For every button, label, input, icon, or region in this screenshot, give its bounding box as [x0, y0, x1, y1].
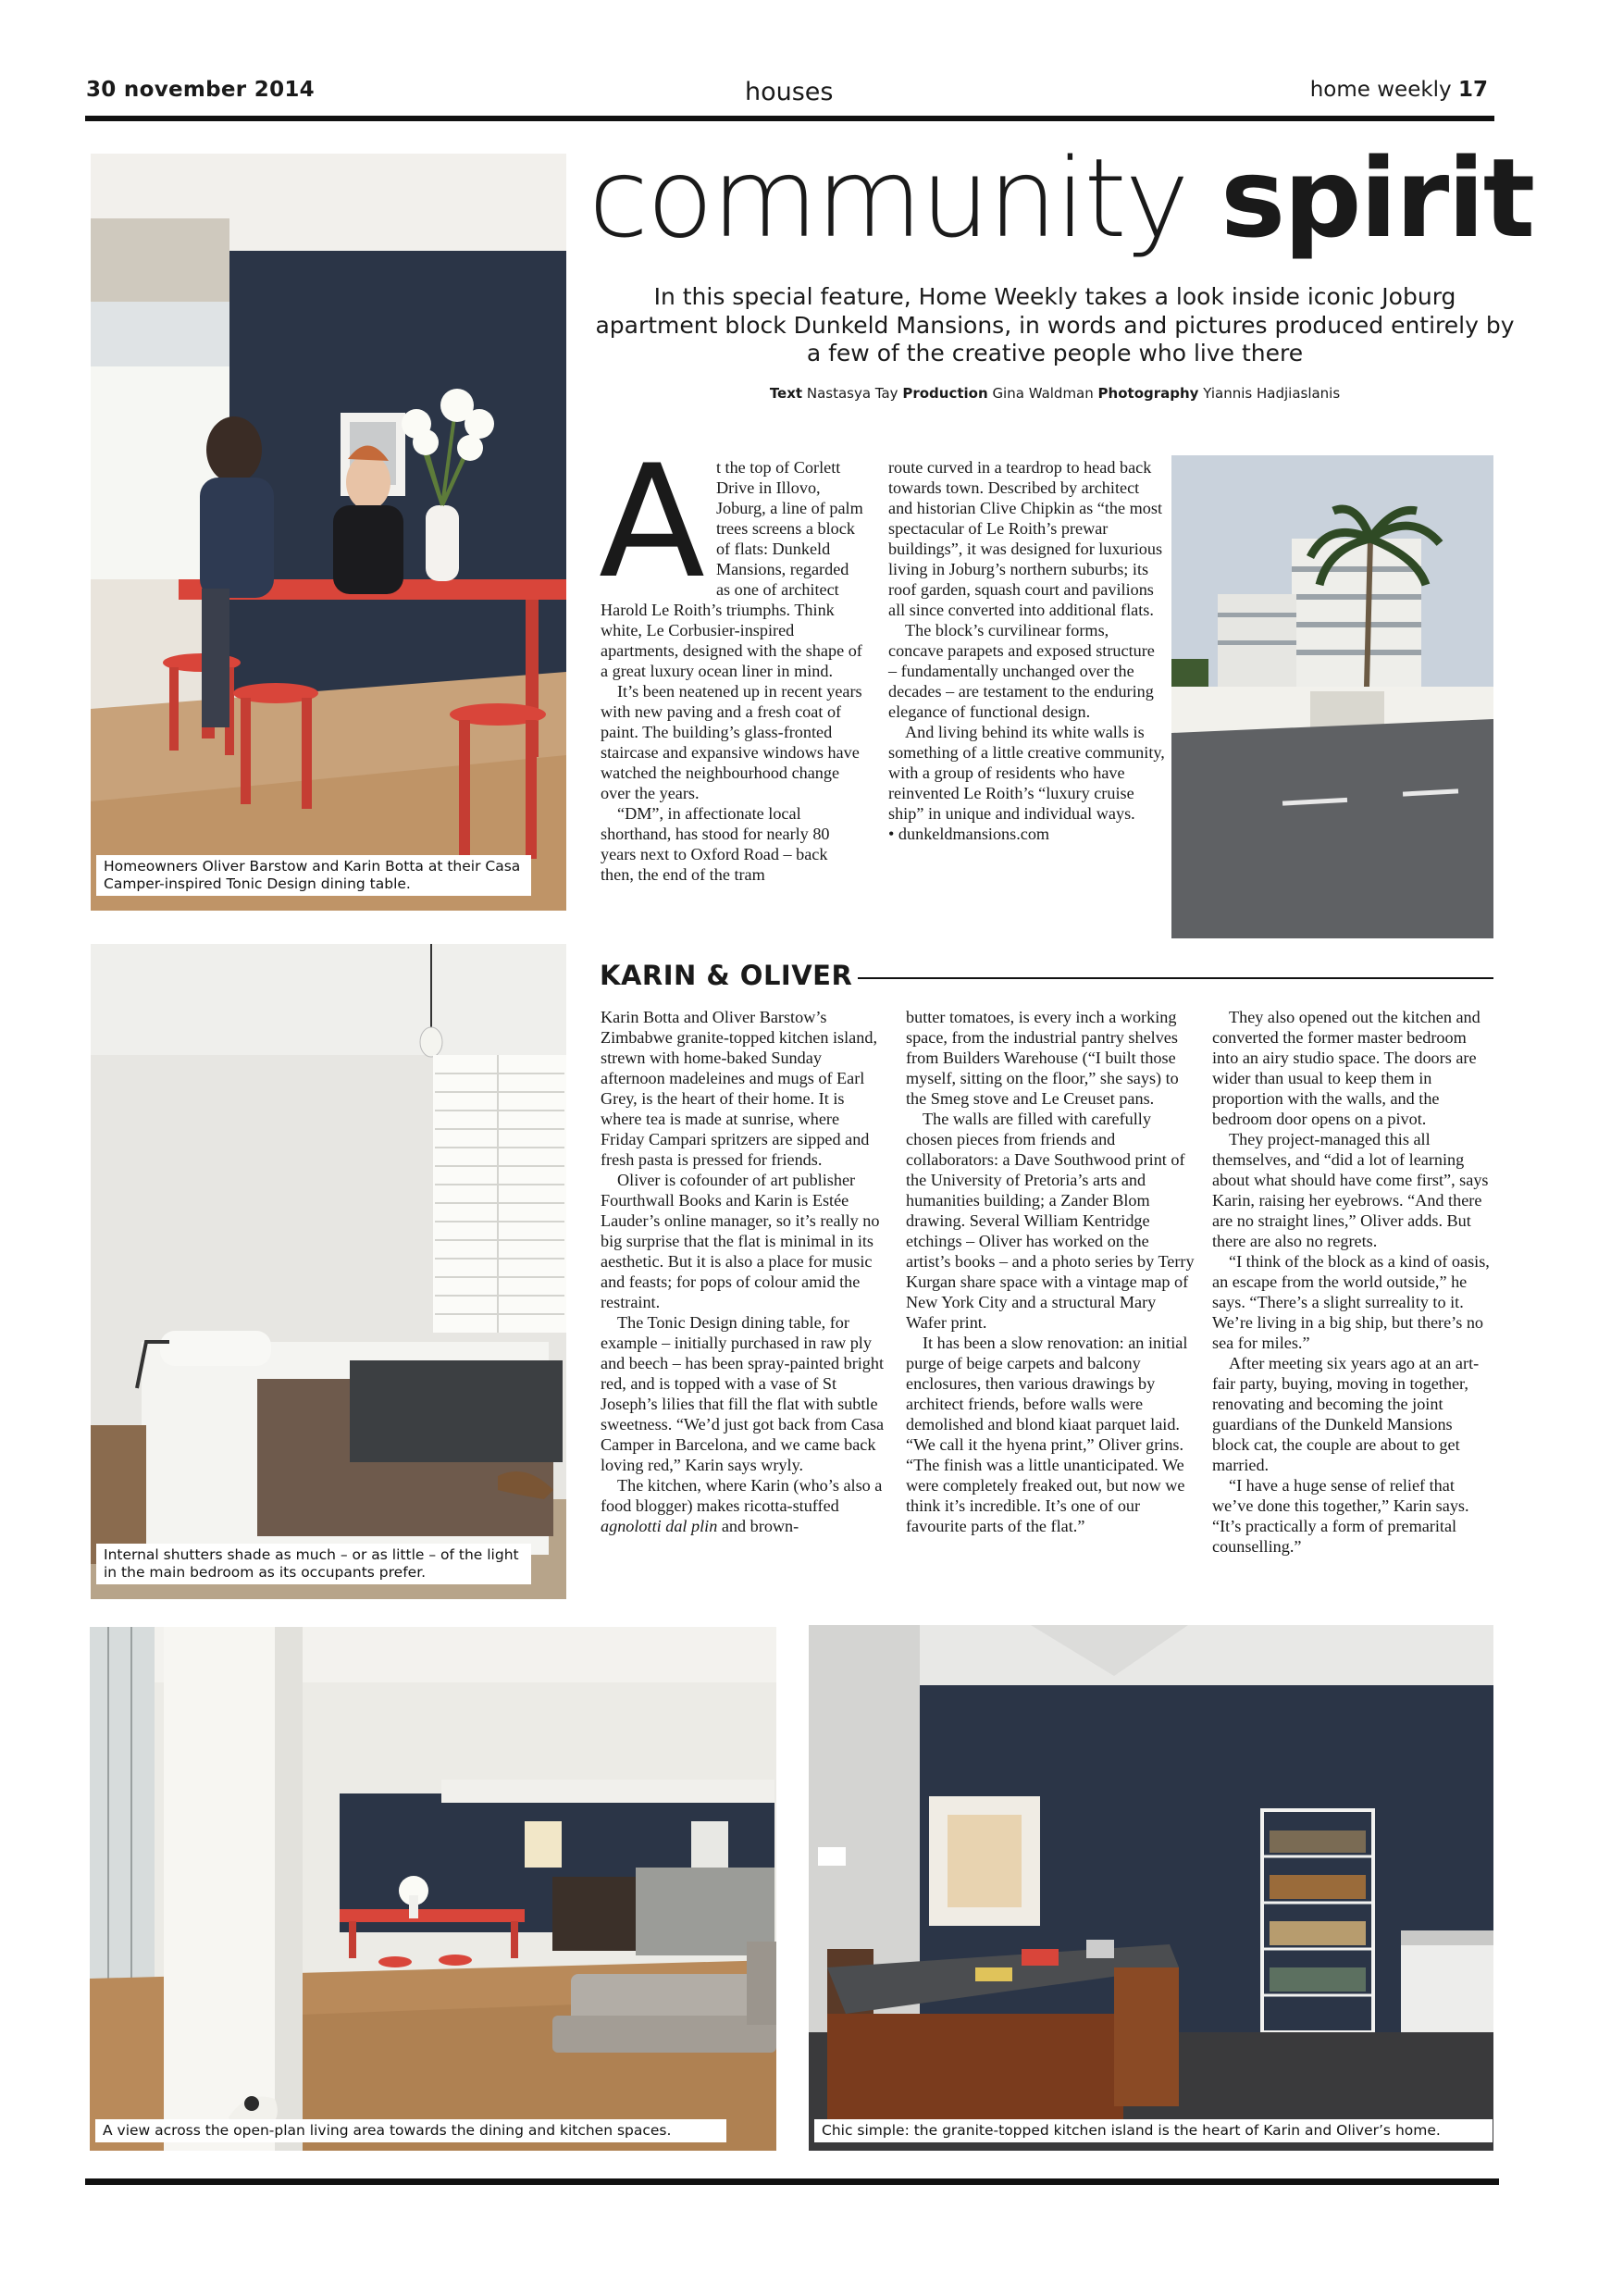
intro-paragraph: “DM”, in affectionate local shorthand, has stood for nearly 80 years next to Oxford Road – back then, the end of the tram	[601, 804, 830, 884]
article-paragraph: It has been a slow renovation: an initial purge of beige carpets and balcony enclosures, then various drawings by architect friends, before walls were demolished and blond kiaat parquet laid. “We call it the hyena print,” Oliver grins. “The finish was a little unanticipated. We were completely freaked out, but now we think it’s incredible. It’s one of our favourite parts of the flat.”	[906, 1334, 1188, 1535]
credit-production-label: Production	[902, 385, 988, 402]
intro-paragraph: The block’s curvilinear forms, concave parapets and exposed structure – fundamentally unchanged over the decades – are testament to the enduring elegance of functional design.	[888, 621, 1155, 721]
article-paragraph: Karin Botta and Oliver Barstow’s Zimbabwe granite-topped kitchen island, strewn with home-baked Sunday afternoon madeleines and mugs of Earl Grey, is the heart of their home. It is where tea is made at sunrise, where Friday Campari spritzers are sipped and fresh pasta is pressed for friends.	[601, 1008, 877, 1169]
article-paragraph: “I think of the block as a kind of oasis, an escape from the world outside,” he says. “There’s a slight surreality to it. We’re living in a big ship, but there’s no sea for miles.”	[1212, 1252, 1490, 1352]
page-number: 17	[1457, 78, 1488, 102]
intro-paragraph: And living behind its white walls is something of a little creative community, with a group of residents who have reinvented Le Roith’s “luxury cruise ship” in unique and individual ways.	[888, 723, 1165, 823]
photo-living-area	[90, 1627, 776, 2151]
article-paragraph: butter tomatoes, is every inch a working space, from the industrial pantry shelves from Builders Warehouse (“I built those myself, sitting on the floor,” she says) to the Smeg stove and Le Creuset pans.	[906, 1008, 1179, 1108]
article-paragraph: After meeting six years ago at an art-fair party, buying, moving in together, renovating and becoming the joint guardians of the Dunkeld Mansions block cat, the couple are about to get married.	[1212, 1354, 1480, 1474]
intro-paragraph: route curved in a teardrop to head back towards town. Described by architect and historian Clive Chipkin as “the most spectacular of Le Roith’s prewar buildings”, it was designed for luxurious living in Joburg’s northern suburbs; its roof garden, squash court and pavilions all since converted into additional flats.	[888, 458, 1163, 619]
footer-rule	[85, 2178, 1499, 2185]
photo-bedroom	[91, 944, 566, 1599]
issue-date: 30 november 2014	[86, 78, 315, 102]
standfirst: In this special feature, Home Weekly takes a look inside iconic Joburg apartment block Dunkeld Mansions, in words and pictures produced entirely by a few of the creative people who live there	[595, 283, 1515, 366]
caption-dining: Homeowners Oliver Barstow and Karin Botta at their Casa Camper-inspired Tonic Design dining table.	[96, 855, 531, 896]
caption-kitchen: Chic simple: the granite-topped kitchen island is the heart of Karin and Oliver’s home.	[814, 2119, 1493, 2142]
article-paragraph: They project-managed this all themselves, and “did a lot of learning about what should have come first”, says Karin, raising her eyebrows. “And there are no straight lines,” Oliver adds. But there are also no regrets.	[1212, 1130, 1489, 1250]
article-text-italic: agnolotti dal plin	[601, 1517, 718, 1535]
article-paragraph: The Tonic Design dining table, for example – initially purchased in raw ply and beech – has been spray-painted bright red, and is topped with a vase of St Joseph’s lilies that fill the flat with subtle sweetness. “We’d just got back from Casa Camper in Barcelona, and we came back loving red,” Karin says wryly.	[601, 1313, 885, 1474]
article-column-2	[906, 1007, 1195, 1536]
intro-column-1	[599, 431, 864, 885]
intro-paragraph: t the top of Corlett Drive in Illovo, Joburg, a line of palm trees screens a block of flats: Dunkeld Mansions, regarded as one of architect Harold Le Roith’s triumphs. Think white, Le Corbusier-inspired apartments, designed with the shape of a great luxury ocean liner in mind.	[601, 458, 863, 680]
drop-cap: A	[599, 431, 705, 613]
article-paragraph	[601, 1475, 886, 1536]
headline-bold: spirit	[1220, 134, 1534, 262]
credit-text-label: Text	[769, 385, 803, 402]
website-link[interactable]: • dunkeldmansions.com	[888, 825, 1050, 843]
article-text: and brown-	[717, 1517, 799, 1535]
article-paragraph: The walls are filled with carefully chosen pieces from friends and collaborators: a Dave Southwood print of the University of Pretoria’s arts and humanities building; a Zander Blom drawing. Several William Kentridge etchings – Oliver has worked on the artist’s books – and a photo series by Terry Kurgan share space with a vintage map of New York City and a structural Mary Wafer print.	[906, 1110, 1195, 1332]
header-rule	[85, 116, 1494, 121]
publication-name: home weekly	[1309, 78, 1452, 102]
caption-bedroom: Internal shutters shade as much – or as little – of the light in the main bedroom as its occupants prefer.	[96, 1544, 531, 1584]
credit-production-name: Gina Waldman	[992, 385, 1094, 402]
headline-light: community	[588, 134, 1188, 262]
article-column-1	[601, 1007, 886, 1536]
publication-folio	[1310, 78, 1488, 102]
credit-text-name: Nastasya Tay	[806, 385, 898, 402]
section-heading: KARIN & OLIVER	[600, 960, 858, 991]
photo-dining-table	[91, 154, 566, 911]
photo-building-exterior	[1171, 455, 1493, 938]
credit-photography-name: Yiannis Hadjiaslanis	[1203, 385, 1341, 402]
section-label: houses	[745, 78, 834, 106]
article-column-3	[1212, 1007, 1492, 1557]
photo-kitchen-island	[809, 1625, 1493, 2151]
caption-living: A view across the open-plan living area towards the dining and kitchen spaces.	[95, 2119, 726, 2142]
article-text: The kitchen, where Karin (who’s also a food blogger) makes ricotta-stuffed	[601, 1476, 883, 1515]
credit-photography-label: Photography	[1097, 385, 1199, 402]
headline	[588, 134, 1534, 262]
intro-paragraph: It’s been neatened up in recent years with new paving and a fresh coat of paint. The building’s glass-fronted staircase and expansive windows have watched the neighbourhood change over the years.	[601, 682, 862, 802]
article-paragraph: “I have a huge sense of relief that we’ve done this together,” Karin says. “It’s practically a form of premarital counselling.”	[1212, 1476, 1469, 1556]
article-paragraph: They also opened out the kitchen and converted the former master bedroom into an airy studio space. The doors are wider than usual to keep them in proportion with the walls, and the bedroom door opens on a pivot.	[1212, 1008, 1481, 1128]
intro-column-2	[888, 457, 1166, 844]
article-paragraph: Oliver is cofounder of art publisher Fourthwall Books and Karin is Estée Lauder’s online manager, so it’s really no big surprise that the flat is minimal in its aesthetic. But it is also a place for music and feasts; for pops of colour amid the restraint.	[601, 1171, 880, 1311]
byline-credits	[592, 385, 1518, 402]
